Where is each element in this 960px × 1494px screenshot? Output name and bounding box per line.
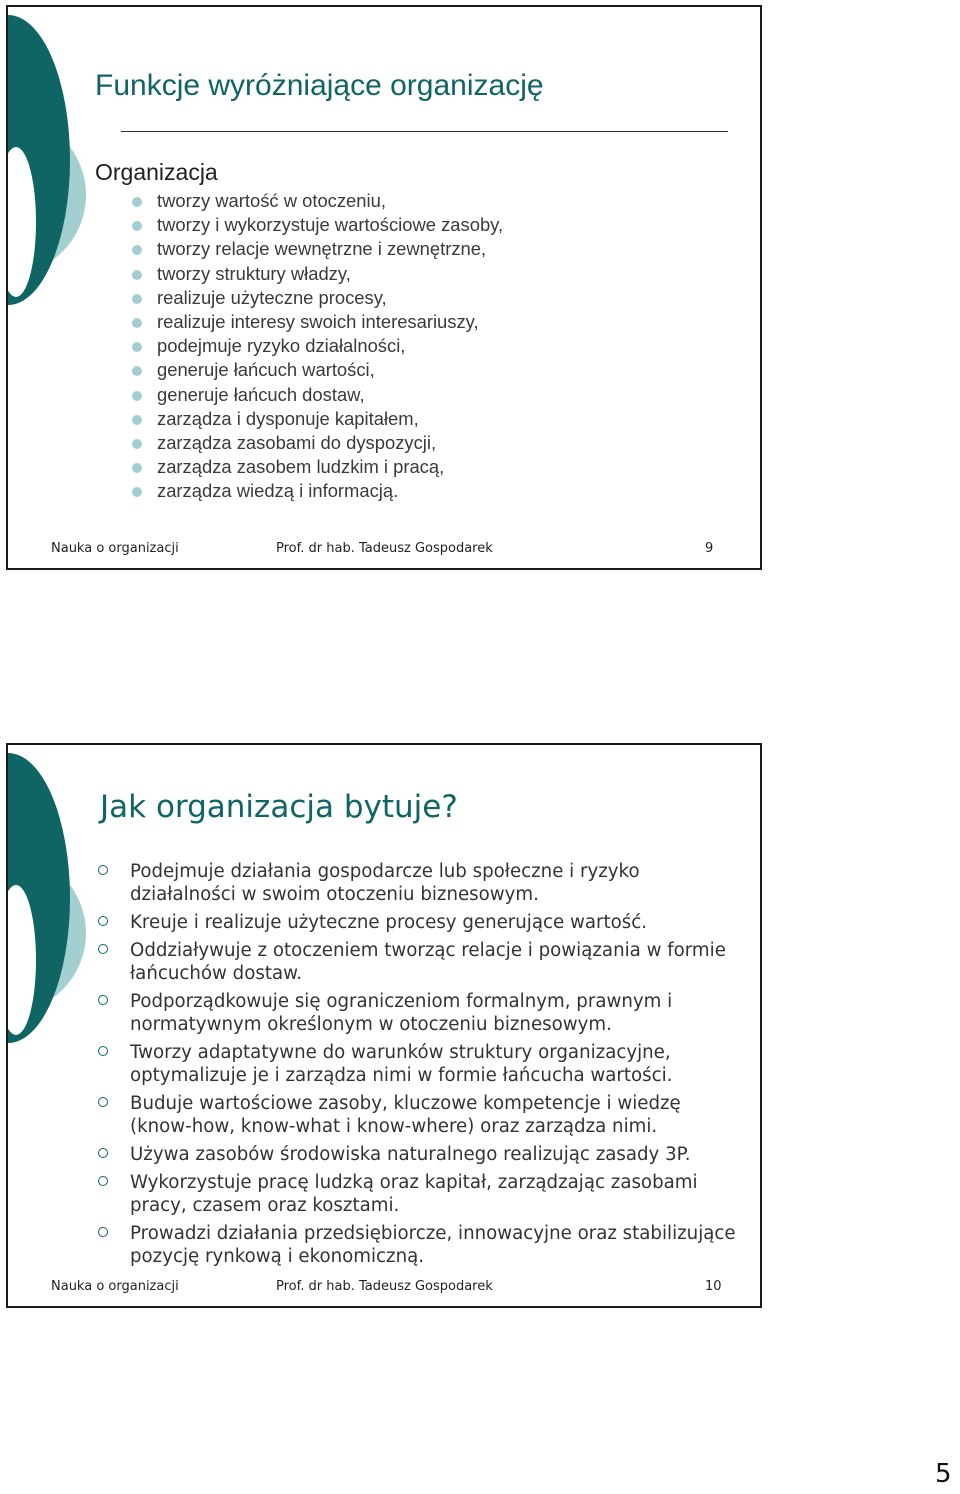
bullet-ring-icon xyxy=(98,944,108,954)
bullet-ring-icon xyxy=(98,865,108,875)
footer-author: Prof. dr hab. Tadeusz Gospodarek xyxy=(276,1279,493,1294)
bullet-ring-icon xyxy=(98,1097,108,1107)
bullet-item: Kreuje i realizuje użyteczne procesy generujące wartość. xyxy=(96,911,746,934)
bullet-dot-icon xyxy=(132,415,142,425)
title-divider xyxy=(121,131,728,132)
slide-number: 10 xyxy=(705,1279,722,1294)
bullet-item: Oddziaływuje z otoczeniem tworząc relacje i powiązania w formie łańcuchów dostaw. xyxy=(96,939,746,985)
slide-10 xyxy=(6,743,762,1308)
bullet-ring-icon xyxy=(98,1148,108,1158)
bullet-item: Wykorzystuje pracę ludzką oraz kapitał, zarządzając zasobami pracy, czasem oraz kosztami. xyxy=(96,1171,746,1217)
bullet-item: zarządza wiedzą i informacją. xyxy=(132,479,503,503)
bullet-list xyxy=(96,860,746,1273)
footer-author: Prof. dr hab. Tadeusz Gospodarek xyxy=(276,541,493,556)
bullet-ring-icon xyxy=(98,995,108,1005)
slide-title: Jak organizacja bytuje? xyxy=(100,789,458,825)
bullet-ring-icon xyxy=(98,1176,108,1186)
bullet-item: realizuje interesy swoich interesariuszy, xyxy=(132,310,503,334)
bullet-item: podejmuje ryzyko działalności, xyxy=(132,334,503,358)
bullet-dot-icon xyxy=(132,245,142,255)
bullet-ring-icon xyxy=(98,916,108,926)
bullet-ring-icon xyxy=(98,1046,108,1056)
bullet-item: zarządza zasobami do dyspozycji, xyxy=(132,431,503,455)
bullet-item: Prowadzi działania przedsiębiorcze, innowacyjne oraz stabilizujące pozycję rynkową i ekonomiczną. xyxy=(96,1222,746,1268)
bullet-item: generuje łańcuch wartości, xyxy=(132,358,503,382)
bullet-dot-icon xyxy=(132,294,142,304)
bullet-dot-icon xyxy=(132,463,142,473)
bullet-dot-icon xyxy=(132,391,142,401)
bullet-item: tworzy relacje wewnętrzne i zewnętrzne, xyxy=(132,237,503,261)
bullet-item: tworzy wartość w otoczeniu, xyxy=(132,189,503,213)
bullet-ring-icon xyxy=(98,1227,108,1237)
bullet-item: tworzy struktury władzy, xyxy=(132,262,503,286)
slide-number: 9 xyxy=(705,541,714,556)
slide-9 xyxy=(6,5,762,570)
slide-subtitle: Organizacja xyxy=(95,159,218,185)
page-number: 5 xyxy=(935,1459,952,1489)
bullet-dot-icon xyxy=(132,270,142,280)
bullet-dot-icon xyxy=(132,221,142,231)
bullet-dot-icon xyxy=(132,366,142,376)
bullet-item: generuje łańcuch dostaw, xyxy=(132,383,503,407)
bullet-dot-icon xyxy=(132,342,142,352)
bullet-item: Używa zasobów środowiska naturalnego realizując zasady 3P. xyxy=(96,1143,746,1166)
slide-title: Funkcje wyróżniające organizację xyxy=(95,69,544,102)
bullet-dot-icon xyxy=(132,439,142,449)
bullet-item: Podporządkowuje się ograniczeniom formalnym, prawnym i normatywnym określonym w otoczeniu biznesowym. xyxy=(96,990,746,1036)
bullet-item: tworzy i wykorzystuje wartościowe zasoby, xyxy=(132,213,503,237)
bullet-item: zarządza i dysponuje kapitałem, xyxy=(132,407,503,431)
bullet-item: Buduje wartościowe zasoby, kluczowe kompetencje i wiedzę (know-how, know-what i know-where) oraz zarządza nimi. xyxy=(96,1092,746,1138)
bullet-item: zarządza zasobem ludzkim i pracą, xyxy=(132,455,503,479)
bullet-dot-icon xyxy=(132,487,142,497)
bullet-item: Podejmuje działania gospodarcze lub społeczne i ryzyko działalności w swoim otoczeniu biznesowym. xyxy=(96,860,746,906)
footer-course: Nauka o organizacji xyxy=(51,541,179,556)
bullet-list xyxy=(132,189,503,504)
footer-course: Nauka o organizacji xyxy=(51,1279,179,1294)
bullet-dot-icon xyxy=(132,318,142,328)
bullet-item: Tworzy adaptatywne do warunków struktury organizacyjne, optymalizuje je i zarządza nimi w formie łańcucha wartości. xyxy=(96,1041,746,1087)
bullet-item: realizuje użyteczne procesy, xyxy=(132,286,503,310)
bullet-dot-icon xyxy=(132,197,142,207)
